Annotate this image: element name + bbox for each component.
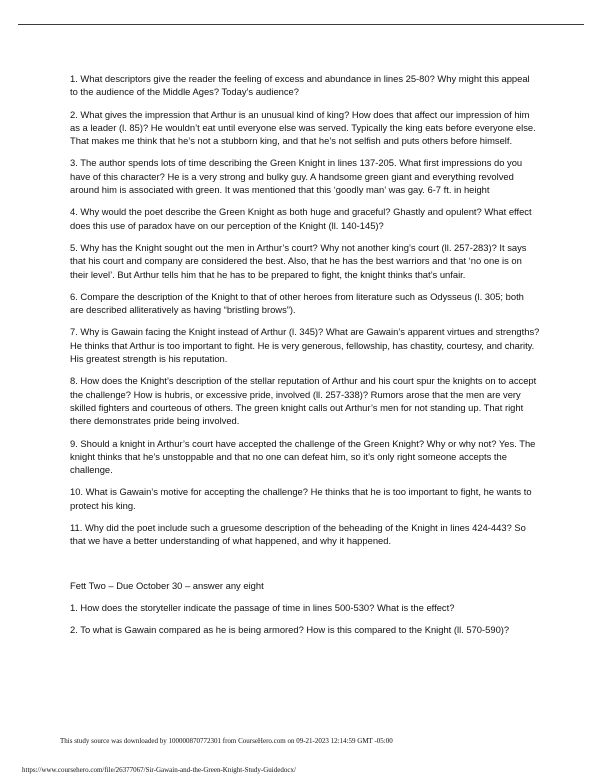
question-9: 9. Should a knight in Arthur’s court have accepted the challenge of the Green Knight? Why or why not? Yes. The knight thinks that he’s unstoppable and that no one can defeat him, so it’s only right someone accepts the challenge.	[70, 437, 536, 476]
question-1: 1. What descriptors give the reader the feeling of excess and abundance in lines 25-80? Why might this appeal to the audience of the Middle Ages? Today’s audience?	[70, 73, 530, 98]
section-two-question-2: 2. To what is Gawain compared as he is being armored? How is this compared to the Knight (ll. 570-590)?	[70, 624, 510, 636]
question-6: 6. Compare the description of the Knight to that of other heroes from literature such as Odysseus (l. 305; both are described alliteratively as having “bristling brows”).	[70, 290, 524, 316]
question-8: 8. How does the Knight’s description of the stellar reputation of Arthur and his court spur the knights on to accept the challenge? How is hubris, or excessive pride, involved (ll. 257-338)? Rumors arose that the men are very skilled fighters and courteous of others. The green knight calls out Arthur’s men for not standing up. That right there demonstrates pride being involved.	[70, 375, 537, 427]
question-2: 2. What gives the impression that Arthur is an unusual kind of king? How does that affect our impression of him as a leader (l. 85)? He wouldn’t eat until everyone else was served. Typically the king eats before everyone else. That makes me think that he’s not a stubborn king, and that he’s not selfish and puts others before himself.	[70, 108, 536, 147]
question-list-part-two	[70, 601, 540, 637]
question-11: 11. Why did the poet include such a gruesome description of the beheading of the Knight in lines 424-443? So that we have a better understanding of what happened, and why it happened.	[70, 522, 526, 547]
question-4: 4. Why would the poet describe the Green Knight as both huge and graceful? Ghastly and opulent? What effect does this use of paradox have on our perception of the Knight (ll. 140-145)?	[70, 206, 532, 231]
top-divider	[18, 24, 584, 25]
question-list-part-one	[70, 72, 540, 548]
question-7: 7. Why is Gawain facing the Knight instead of Arthur (l. 345)? What are Gawain’s apparent virtues and strengths? He thinks that Arthur is too important to fight. He is very generous, fellowship, has chastity, courtesy, and charity. His greatest strength is his reputation.	[70, 326, 540, 365]
section-two-question-1: 1. How does the storyteller indicate the passage of time in lines 500-530? What is the effect?	[70, 601, 455, 613]
document-body	[70, 72, 540, 646]
source-url[interactable]: https://www.coursehero.com/file/26377067/Sir-Gawain-and-the-Green-Knight-Study-Guidedocx/	[22, 766, 296, 774]
section-two-heading: Fett Two – Due October 30 – answer any eight	[70, 579, 264, 591]
question-3: 3. The author spends lots of time describing the Green Knight in lines 137-205. What first impressions do you have of this character? He is a very strong and bulky guy. A handsome green giant and everything revolved around him is associated with green. It was mentioned that this ‘goodly man’ was gay. 6-7 ft. in height	[70, 157, 523, 196]
question-10: 10. What is Gawain’s motive for accepting the challenge? He thinks that he is too important to fight, he wants to protect his king.	[70, 486, 532, 511]
section-spacer	[70, 557, 540, 579]
question-5: 5. Why has the Knight sought out the men in Arthur’s court? Why not another king’s court (ll. 257-283)? It says that his court and company are considered the best. Also, that he has the best warriors and that ‘no one is on their level’. But Arthur tells him that he has to be prepared to fight, the knight thinks that’s unfair.	[70, 241, 527, 280]
section-two	[70, 579, 540, 637]
download-notice: This study source was downloaded by 100000870772301 from CourseHero.com on 09-21-2023 12:14:59 GMT -05:00	[60, 737, 393, 745]
